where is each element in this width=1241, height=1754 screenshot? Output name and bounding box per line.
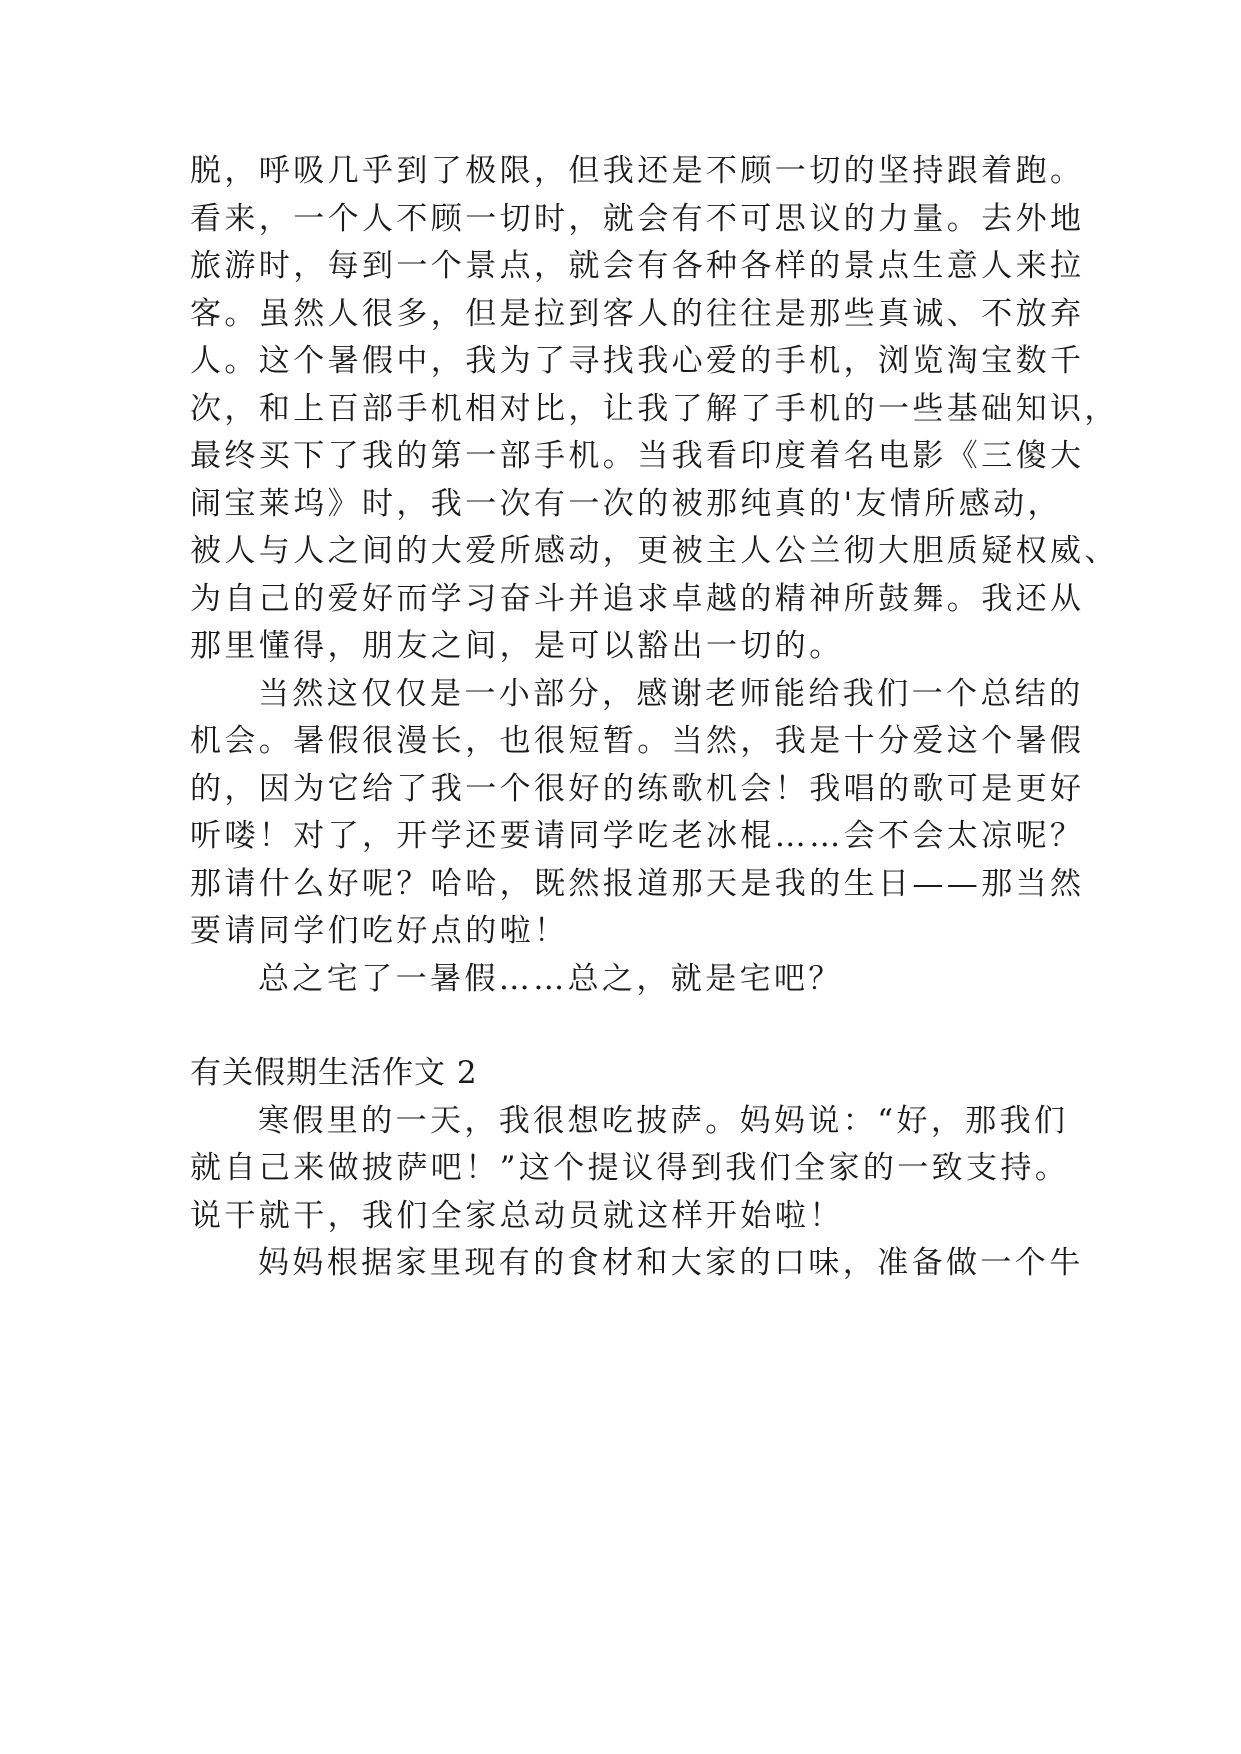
paragraph-line: 总之宅了一暑假……总之，就是宅吧？ xyxy=(258,961,843,997)
paragraph-line: 的，因为它给了我一个很好的练歌机会！我唱的歌可是更好 xyxy=(190,771,1085,807)
paragraph-line: 妈妈根据家里现有的食材和大家的口味，准备做一个牛 xyxy=(258,1245,1084,1281)
paragraph-line: 寒假里的一天，我很想吃披萨。妈妈说：“好，那我们 xyxy=(258,1103,1069,1139)
paragraph-line: 客。虽然人很多，但是拉到客人的往往是那些真诚、不放弃 xyxy=(190,296,1085,332)
paragraph-line: 最终买下了我的第一部手机。当我看印度着名电影《三傻大 xyxy=(190,438,1085,474)
section-heading: 有关假期生活作文 2 xyxy=(190,1055,478,1091)
paragraph-line: 说干就干，我们全家总动员就这样开始啦！ xyxy=(190,1198,844,1234)
paragraph-line: 看来，一个人不顾一切时，就会有不可思议的力量。去外地 xyxy=(190,201,1085,237)
paragraph-line: 就自己来做披萨吧！”这个提议得到我们全家的一致支持。 xyxy=(190,1150,1070,1186)
paragraph-line: 听喽！对了，开学还要请同学吃老冰棍……会不会太凉呢？ xyxy=(190,818,1085,854)
paragraph-line: 旅游时，每到一个景点，就会有各种各样的景点生意人来拉 xyxy=(190,248,1085,284)
paragraph-line: 被人与人之间的大爱所感动，更被主人公兰彻大胆质疑权威、 xyxy=(190,533,1119,569)
paragraph-line: 当然这仅仅是一小部分，感谢老师能给我们一个总结的 xyxy=(258,676,1084,712)
paragraph-line: 那请什么好呢？哈哈，既然报道那天是我的生日——那当然 xyxy=(190,866,1085,902)
paragraph-line: 脱，呼吸几乎到了极限，但我还是不顾一切的坚持跟着跑。 xyxy=(190,153,1085,189)
paragraph-line: 机会。暑假很漫长，也很短暂。当然，我是十分爱这个暑假 xyxy=(190,723,1085,759)
paragraph-line: 为自己的爱好而学习奋斗并追求卓越的精神所鼓舞。我还从 xyxy=(190,581,1085,617)
paragraph-line: 次，和上百部手机相对比，让我了解了手机的一些基础知识， xyxy=(190,391,1119,427)
paragraph-line: 闹宝莱坞》时，我一次有一次的被那纯真的'友情所感动， xyxy=(190,486,1062,522)
paragraph-line: 人。这个暑假中，我为了寻找我心爱的手机，浏览淘宝数千 xyxy=(190,343,1085,379)
paragraph-line: 那里懂得，朋友之间，是可以豁出一切的。 xyxy=(190,628,844,664)
paragraph-line: 要请同学们吃好点的啦！ xyxy=(190,913,569,949)
